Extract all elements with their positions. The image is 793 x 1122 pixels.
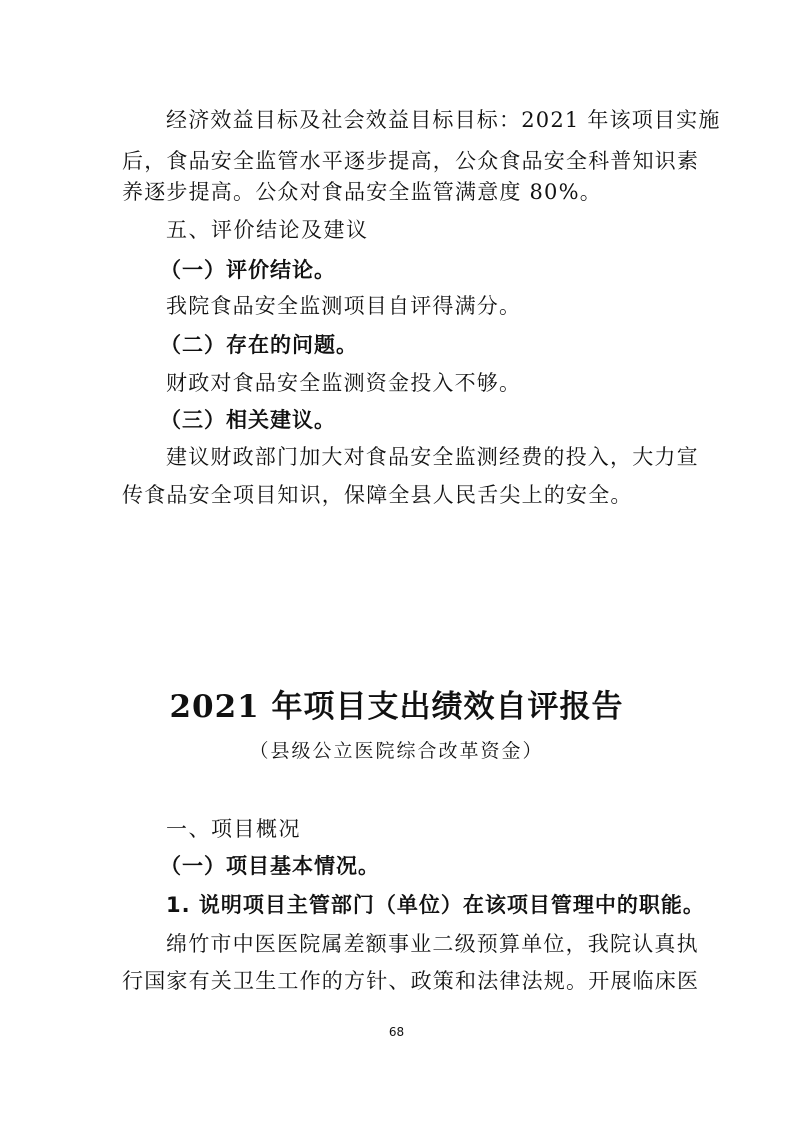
- report-subtitle: （县级公立医院综合改革资金）: [249, 740, 544, 762]
- heading-project-overview: 一、项目概况: [166, 817, 301, 841]
- subheading-suggestions: （三）相关建议。: [160, 408, 336, 432]
- goal-paragraph-line-3: 养逐步提高。公众对食品安全监管满意度 80%。: [122, 180, 602, 204]
- subheading-evaluation-result: （一）评价结论。: [160, 258, 336, 282]
- goal-paragraph-line-1: 经济效益目标及社会效益目标目标：2021 年该项目实施: [166, 108, 721, 132]
- body-line-1: 绵竹市中医医院属差额事业二级预算单位，我院认真执: [166, 932, 699, 956]
- page-number: 68: [388, 1025, 405, 1039]
- heading-evaluation-conclusion: 五、评价结论及建议: [166, 218, 369, 242]
- item-department-function: 1. 说明项目主管部门（单位）在该项目管理中的职能。: [166, 893, 705, 917]
- evaluation-result-text: 我院食品安全监测项目自评得满分。: [166, 294, 522, 318]
- suggestions-line-2: 传食品安全项目知识，保障全县人民舌尖上的安全。: [122, 483, 633, 507]
- subheading-project-basics: （一）项目基本情况。: [160, 854, 380, 878]
- body-line-2: 行国家有关卫生工作的方针、政策和法律法规。开展临床医: [122, 969, 700, 993]
- suggestions-line-1: 建议财政部门加大对食品安全监测经费的投入，大力宣: [166, 445, 699, 469]
- report-title: 2021 年项目支出绩效自评报告: [169, 689, 624, 725]
- existing-problems-text: 财政对食品安全监测资金投入不够。: [166, 371, 522, 395]
- goal-paragraph-line-2: 后，食品安全监管水平逐步提高，公众食品安全科普知识素: [122, 149, 700, 173]
- subheading-existing-problems: （二）存在的问题。: [160, 333, 358, 357]
